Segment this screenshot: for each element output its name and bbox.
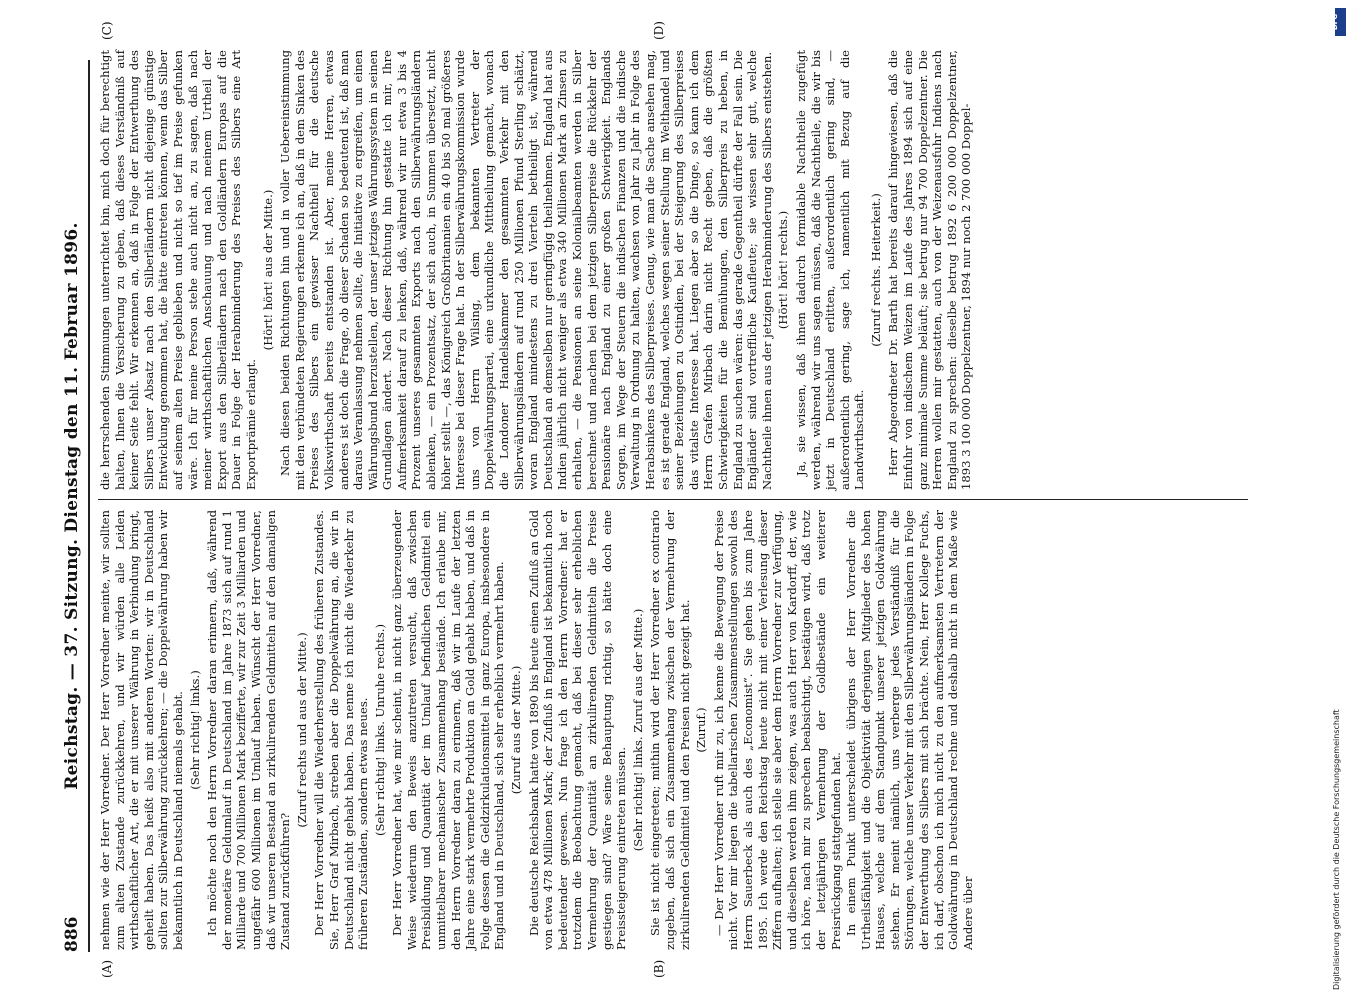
paragraph: Der Herr Vorredner will die Wiederherstellung des früheren Zustandes. Sie, Herr Graf Mirbach, streben aber die Doppelwährung an, die wir in Deutschland nicht gehabt haben. Das nenne ich nicht die Wiederkehr zu früheren Zuständen, sondern etwas neues.: [312, 510, 371, 950]
interjection: (Zuruf aus der Mitte.): [509, 665, 524, 795]
running-title: Reichstag. — 37. Sitzung. Dienstag den 11. Februar 1896.: [62, 222, 82, 790]
digitization-strip: [1324, 0, 1353, 1000]
paragraph: — Der Herr Vorredner ruft mir zu, ich kenne die Bewegung der Preise nicht. Vor mir liegen die tabellarischen Zusammenstellungen sowohl des Herrn Sauerbeck als auch des „Economist“. Sie gehen bis zum Jahre 1895. Ich werde den Reichstag heute nicht mit einer Verlesung dieser Ziffern aufhalten; ich stelle sie aber dem Herrn Vorredner zur Verfügung, und dieselben werden ihm zeigen, was auch Herr von Kardorff, der, wie ich höre, nach mir zu sprechen beabsichtigt, bestätigen wird, daß trotz der letztjährigen Vermehrung der Goldbestände ein weiterer Preisrückgang stattgefunden hat.: [711, 510, 843, 950]
column-divider: [98, 499, 1248, 500]
paragraph: Ja, sie wissen, daß ihnen dadurch formidable Nachtheile zugefügt werden, während wir uns sagen müssen, daß die Nachtheile, die wir bis jetzt in Deutschland erlitten, außerordentlich gering sind, — außerordentlich gering, sage ich, namentlich mit Bezug auf die Landwirthschaft.: [793, 50, 867, 490]
paragraph: Der Herr Vorredner hat, wie mir scheint, in nicht ganz überzeugender Weise wiederum den Beweis anzutreten versucht, daß zwischen Preisbildung und Quantität der im Umlauf befindlichen Geldmittel ein unmittelbarer mechanischer Zusammenhang bestände. Ich erlaube mir, den Herrn Vorredner daran zu erinnern, daß wir im Laufe der letzten Jahre eine stark vermehrte Produktion an Gold gehabt haben, und daß in Folge dessen die Geldzirkulationsmittel in ganz Europa, insbesondere in England und in Deutschland, sich sehr erheblich vermehrt haben.: [390, 510, 507, 950]
interjection: (Hört! hört! aus der Mitte.): [260, 189, 275, 351]
interjection: (Sehr richtig! links.): [187, 670, 202, 790]
digitization-note: Digitalisierung gefördert durch die Deutsche Forschungsgemeinschaft: [1332, 709, 1341, 990]
dfg-logo: DFG: [1335, 8, 1346, 36]
paragraph: Herr Abgeordneter Dr. Barth hat bereits darauf hingewiesen, daß die Einfuhr von indischem Weizen im Laufe des Jahres 1894 sich auf eine ganz minimale Summe beläuft; sie betrug nur 94 700 Doppelzentner. Die Herren wollen mir gestatten, auch von der Weizenausfuhr Indiens nach England zu sprechen: dieselbe betrug 1892 6 200 000 Doppelzentner, 1893 3 100 000 Doppelzentner, 1894 nur noch 2 700 000 Doppel-: [886, 50, 974, 490]
page-header: [54, 60, 90, 952]
margin-mark-c: (C): [100, 21, 114, 40]
page-number: 886: [62, 916, 82, 952]
interjection: (Zuruf rechts und aus der Mitte.): [294, 632, 309, 828]
paragraph: Nach diesen beiden Richtungen hin und in voller Uebereinstimmung mit den verbündeten Regierungen erkenne ich an, daß in dem Sinken des Preises des Silbers ein gewisser Nachtheil für die deutsche Volkswirthschaft bereits entstanden ist. Aber, meine Herren, etwas anderes ist doch die Frage, ob dieser Schaden so bedeutend ist, daß man daraus Veranlassung nehmen sollte, die Initiative zu ergreifen, um einen Währungsbund herzustellen, der unser jetziges Währungssystem in seinen Grundlagen ändert. Nach dieser Richtung hin gestatte ich mir, Ihre Aufmerksamkeit darauf zu lenken, daß, während wir nur etwa 3 bis 4 Prozent unseres gesammten Exports nach den Silberwährungsländern ablenken, — ein Prozentsatz, der sich auch, in Summen übersetzt, nicht höher stellt —, das Königreich Großbritannien ein 40 bis 50 mal größeres Interesse bei dieser Frage hat. In der Silberwährungskommission wurde uns von Herrn Wilsing, dem bekannten Vertreter der Doppelwährungspartei, eine urkundliche Mittheilung gemacht, wonach die Londoner Handelskammer den gesammten Verkehr mit den Silberwährungsländern auf rund 250 Millionen Pfund Sterling schätzt, woran England mindestens zu drei Vierteln betheiligt ist, während Deutschland an demselben nur geringfügig theilnehmen. England hat aus Indien jährlich nicht weniger als etwa 340 Millionen Mark an Zinsen zu erhalten, — die Pensionen an seine Kolonialbeamten werden in Silber berechnet und machen bei dem jetzigen Silberpreise die Rückkehr der Pensionäre nach England zu einer großen Schwierigkeit. Englands Sorgen, im Wege der Steuern die indischen Finanzen und die indische Verwaltung in Ordnung zu halten, wachsen von Jahr zu Jahr in Folge des Herabsinkens des Silberpreises. Genug, wie man die Sache ansehen mag, es ist gerade England, welches wegen seiner Stellung im Welthandel und seiner Beziehungen zu Ostindien, bei der Steigerung des Silberpreises das vitalste Interesse hat. Liegen aber so die Dinge, so kann ich dem Herrn Grafen Mirbach darin nicht Recht geben, daß die größten Schwierigkeiten für die Bemühungen, den Silberpreis zu heben, in England zu suchen wären: das gerade Gegentheil dürfte der Fall sein. Die Engländer sind vortreffliche Kaufleute; sie wissen sehr gut, welche Nachtheile ihnen aus der jetzigen Herabminderung des Silbers entstehen.: [278, 50, 774, 490]
interjection: (Hört! hört! rechts.): [776, 210, 791, 330]
paragraph: nehmen wie der Herr Vorredner. Der Herr Vorredner meinte, wir sollten zum alten Zustande zurückkehren, und wir würden alle Leiden wirthschaftlicher Art, die er mit unserer Währung in Verbindung bringt, geheilt haben. Das heißt also mit anderen Worten: wir in Deutschland sollten zur Silberwährung zurückkehren; — die Doppelwährung haben wir bekanntlich in Deutschland niemals gehabt.: [98, 510, 185, 950]
margin-mark-b: (B): [652, 959, 666, 978]
interjection: (Sehr richtig! links. Unruhe rechts.): [372, 623, 387, 837]
margin-mark-d: (D): [652, 21, 666, 40]
paragraph: In einem Punkt unterscheidet übrigens der Herr Vorredner die Urtheilsfähigkeit und die Objektivität derjenigen Mitglieder des hohen Hauses, welche auf dem Standpunkt unserer jetzigen Goldwährung stehen. Er meint nämlich, uns verberge jedes Verständniß für die Störungen, welche unser Verkehr mit den Silberwährungsländern in Folge der Entwerthung des Silbers mit sich brächte. Nein, Herr Kollege Fuchs, ich darf, obschon ich mich nicht zu den aufmerksamsten Vertretern der Goldwährung in Deutschland rechne und deshalb nicht in dem Maße wie Andere über: [844, 510, 975, 950]
page-content: [40, 0, 1302, 1000]
interjection: (Zuruf.): [694, 707, 709, 753]
paragraph: Sie ist nicht eingetreten; mithin wird der Herr Vorredner ex contrario zugeben, daß sich ein Zusammenhang zwischen der Vermehrung der zirkulirenden Geldmittel und den Preisen nicht gezeigt hat.: [648, 510, 692, 950]
left-column: [98, 510, 976, 950]
paragraph: die herrschenden Stimmungen unterrichtet bin, mich doch für berechtigt halten, Ihnen die Versicherung zu geben, daß dieses Verständniß auf keiner Seite fehlt. Wir erkennen an, daß in Folge der Entwerthung des Silbers unser Absatz nach den Silberländern nicht diejenige günstige Entwicklung genommen hat, die hätte eintreten können, wenn das Silber auf seinem alten Preise geblieben und nicht so tief im Preise gefunken wäre. Ich für meine Person stehe auch nicht an, zu sagen, daß nach meiner wirthschaftlichen Anschauung und nach meinem Urtheil der Export aus den Silberländern nach den Goldländern Europas auf die Dauer in Folge der Herabminderung des Preises des Silbers eine Art Exportprämie erlangt.: [98, 50, 258, 490]
paragraph: Die deutsche Reichsbank hatte von 1890 bis heute einen Zufluß an Gold von etwa 478 Millionen Mark; der Zufluß in England ist bekanntlich noch bedeutender gewesen. Nun frage ich den Herrn Vorredner: hat er trotzdem die Beobachtung gemacht, daß bei dieser sehr erheblichen Vermehrung der Quantität an zirkulirenden Geldmitteln die Preise gestiegen sind? Wäre seine Behauptung richtig, so hätte doch eine Preissteigerung eintreten müssen.: [526, 510, 629, 950]
interjection: (Sehr richtig! links. Zuruf aus der Mitte.): [630, 608, 645, 852]
margin-mark-a: (A): [100, 959, 114, 978]
paragraph: Ich möchte noch den Herrn Vorredner daran erinnern, daß, während der monetäre Geldumlauf in Deutschland im Jahre 1873 sich auf rund 1 Milliarde und 700 Millionen Mark bezifferte, wir zur Zeit 3 Milliarden und ungefähr 600 Millionen im Umlauf haben. Wünscht der Herr Vorredner, daß wir unseren Bestand an zirkulirenden Geldmitteln auf den damaligen Zustand zurückführen?: [205, 510, 293, 950]
right-column: [98, 50, 975, 490]
interjection: (Zuruf rechts. Heiterkeit.): [868, 193, 883, 347]
